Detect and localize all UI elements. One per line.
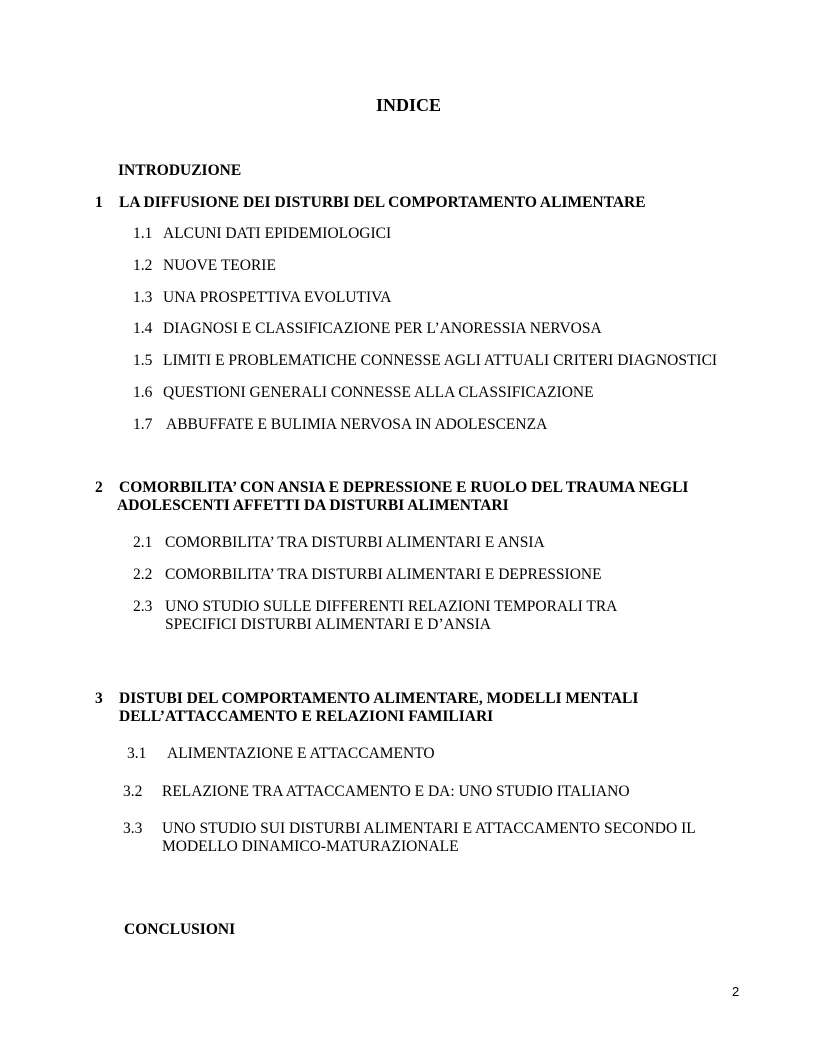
- section-title: ALCUNI DATI EPIDEMIOLOGICI: [163, 225, 392, 242]
- chapter-title: DELL’ATTACCAMENTO E RELAZIONI FAMILIARI: [119, 708, 494, 725]
- section-number: 1.1: [133, 225, 153, 242]
- section-number: 3.1: [127, 745, 147, 762]
- chapter-title: ADOLESCENTI AFFETTI DA DISTURBI ALIMENTARI: [117, 497, 509, 514]
- toc-introduction: INTRODUZIONE: [118, 162, 242, 179]
- section-number: 3.2: [123, 783, 143, 800]
- section-title: SPECIFICI DISTURBI ALIMENTARI E D’ANSIA: [165, 616, 491, 633]
- section-title: LIMITI E PROBLEMATICHE CONNESSE AGLI ATTUALI CRITERI DIAGNOSTICI: [163, 352, 718, 369]
- section-title: UNO STUDIO SUI DISTURBI ALIMENTARI E ATTACCAMENTO SECONDO IL: [162, 820, 696, 837]
- section-title: DIAGNOSI E CLASSIFICAZIONE PER L’ANORESSIA NERVOSA: [163, 320, 602, 337]
- section-number: 1.6: [133, 384, 153, 401]
- section-number: 1.5: [133, 352, 153, 369]
- section-title: RELAZIONE TRA ATTACCAMENTO E DA: UNO STUDIO ITALIANO: [162, 783, 630, 800]
- section-number: 1.3: [133, 289, 153, 306]
- chapter-title: COMORBILITA’ CON ANSIA E DEPRESSIONE E RUOLO DEL TRAUMA NEGLI: [119, 479, 689, 496]
- toc-conclusions: CONCLUSIONI: [124, 921, 236, 938]
- section-title: UNO STUDIO SULLE DIFFERENTI RELAZIONI TEMPORALI TRA: [165, 598, 618, 615]
- section-title: NUOVE TEORIE: [163, 257, 276, 274]
- section-title: MODELLO DINAMICO-MATURAZIONALE: [162, 838, 459, 855]
- chapter-title: LA DIFFUSIONE DEI DISTURBI DEL COMPORTAMENTO ALIMENTARE: [119, 194, 646, 211]
- page-number: 2: [732, 984, 740, 999]
- section-number: 3.3: [123, 820, 143, 837]
- chapter-title: DISTUBI DEL COMPORTAMENTO ALIMENTARE, MODELLI MENTALI: [119, 690, 639, 707]
- page-title: INDICE: [376, 95, 442, 115]
- section-title: UNA PROSPETTIVA EVOLUTIVA: [163, 289, 392, 306]
- chapter-number: 2: [95, 479, 103, 496]
- chapter-number: 1: [95, 194, 103, 211]
- section-number: 2.1: [133, 534, 153, 551]
- section-number: 2.3: [133, 598, 153, 615]
- section-number: 2.2: [133, 566, 153, 583]
- section-number: 1.7: [133, 416, 153, 433]
- section-number: 1.4: [133, 320, 153, 337]
- chapter-number: 3: [95, 690, 103, 707]
- section-title: ABBUFFATE E BULIMIA NERVOSA IN ADOLESCENZA: [166, 416, 548, 433]
- section-title: ALIMENTAZIONE E ATTACCAMENTO: [167, 745, 435, 762]
- section-number: 1.2: [133, 257, 153, 274]
- section-title: COMORBILITA’ TRA DISTURBI ALIMENTARI E DEPRESSIONE: [165, 566, 602, 583]
- section-title: COMORBILITA’ TRA DISTURBI ALIMENTARI E ANSIA: [165, 534, 545, 551]
- section-title: QUESTIONI GENERALI CONNESSE ALLA CLASSIFICAZIONE: [163, 384, 594, 401]
